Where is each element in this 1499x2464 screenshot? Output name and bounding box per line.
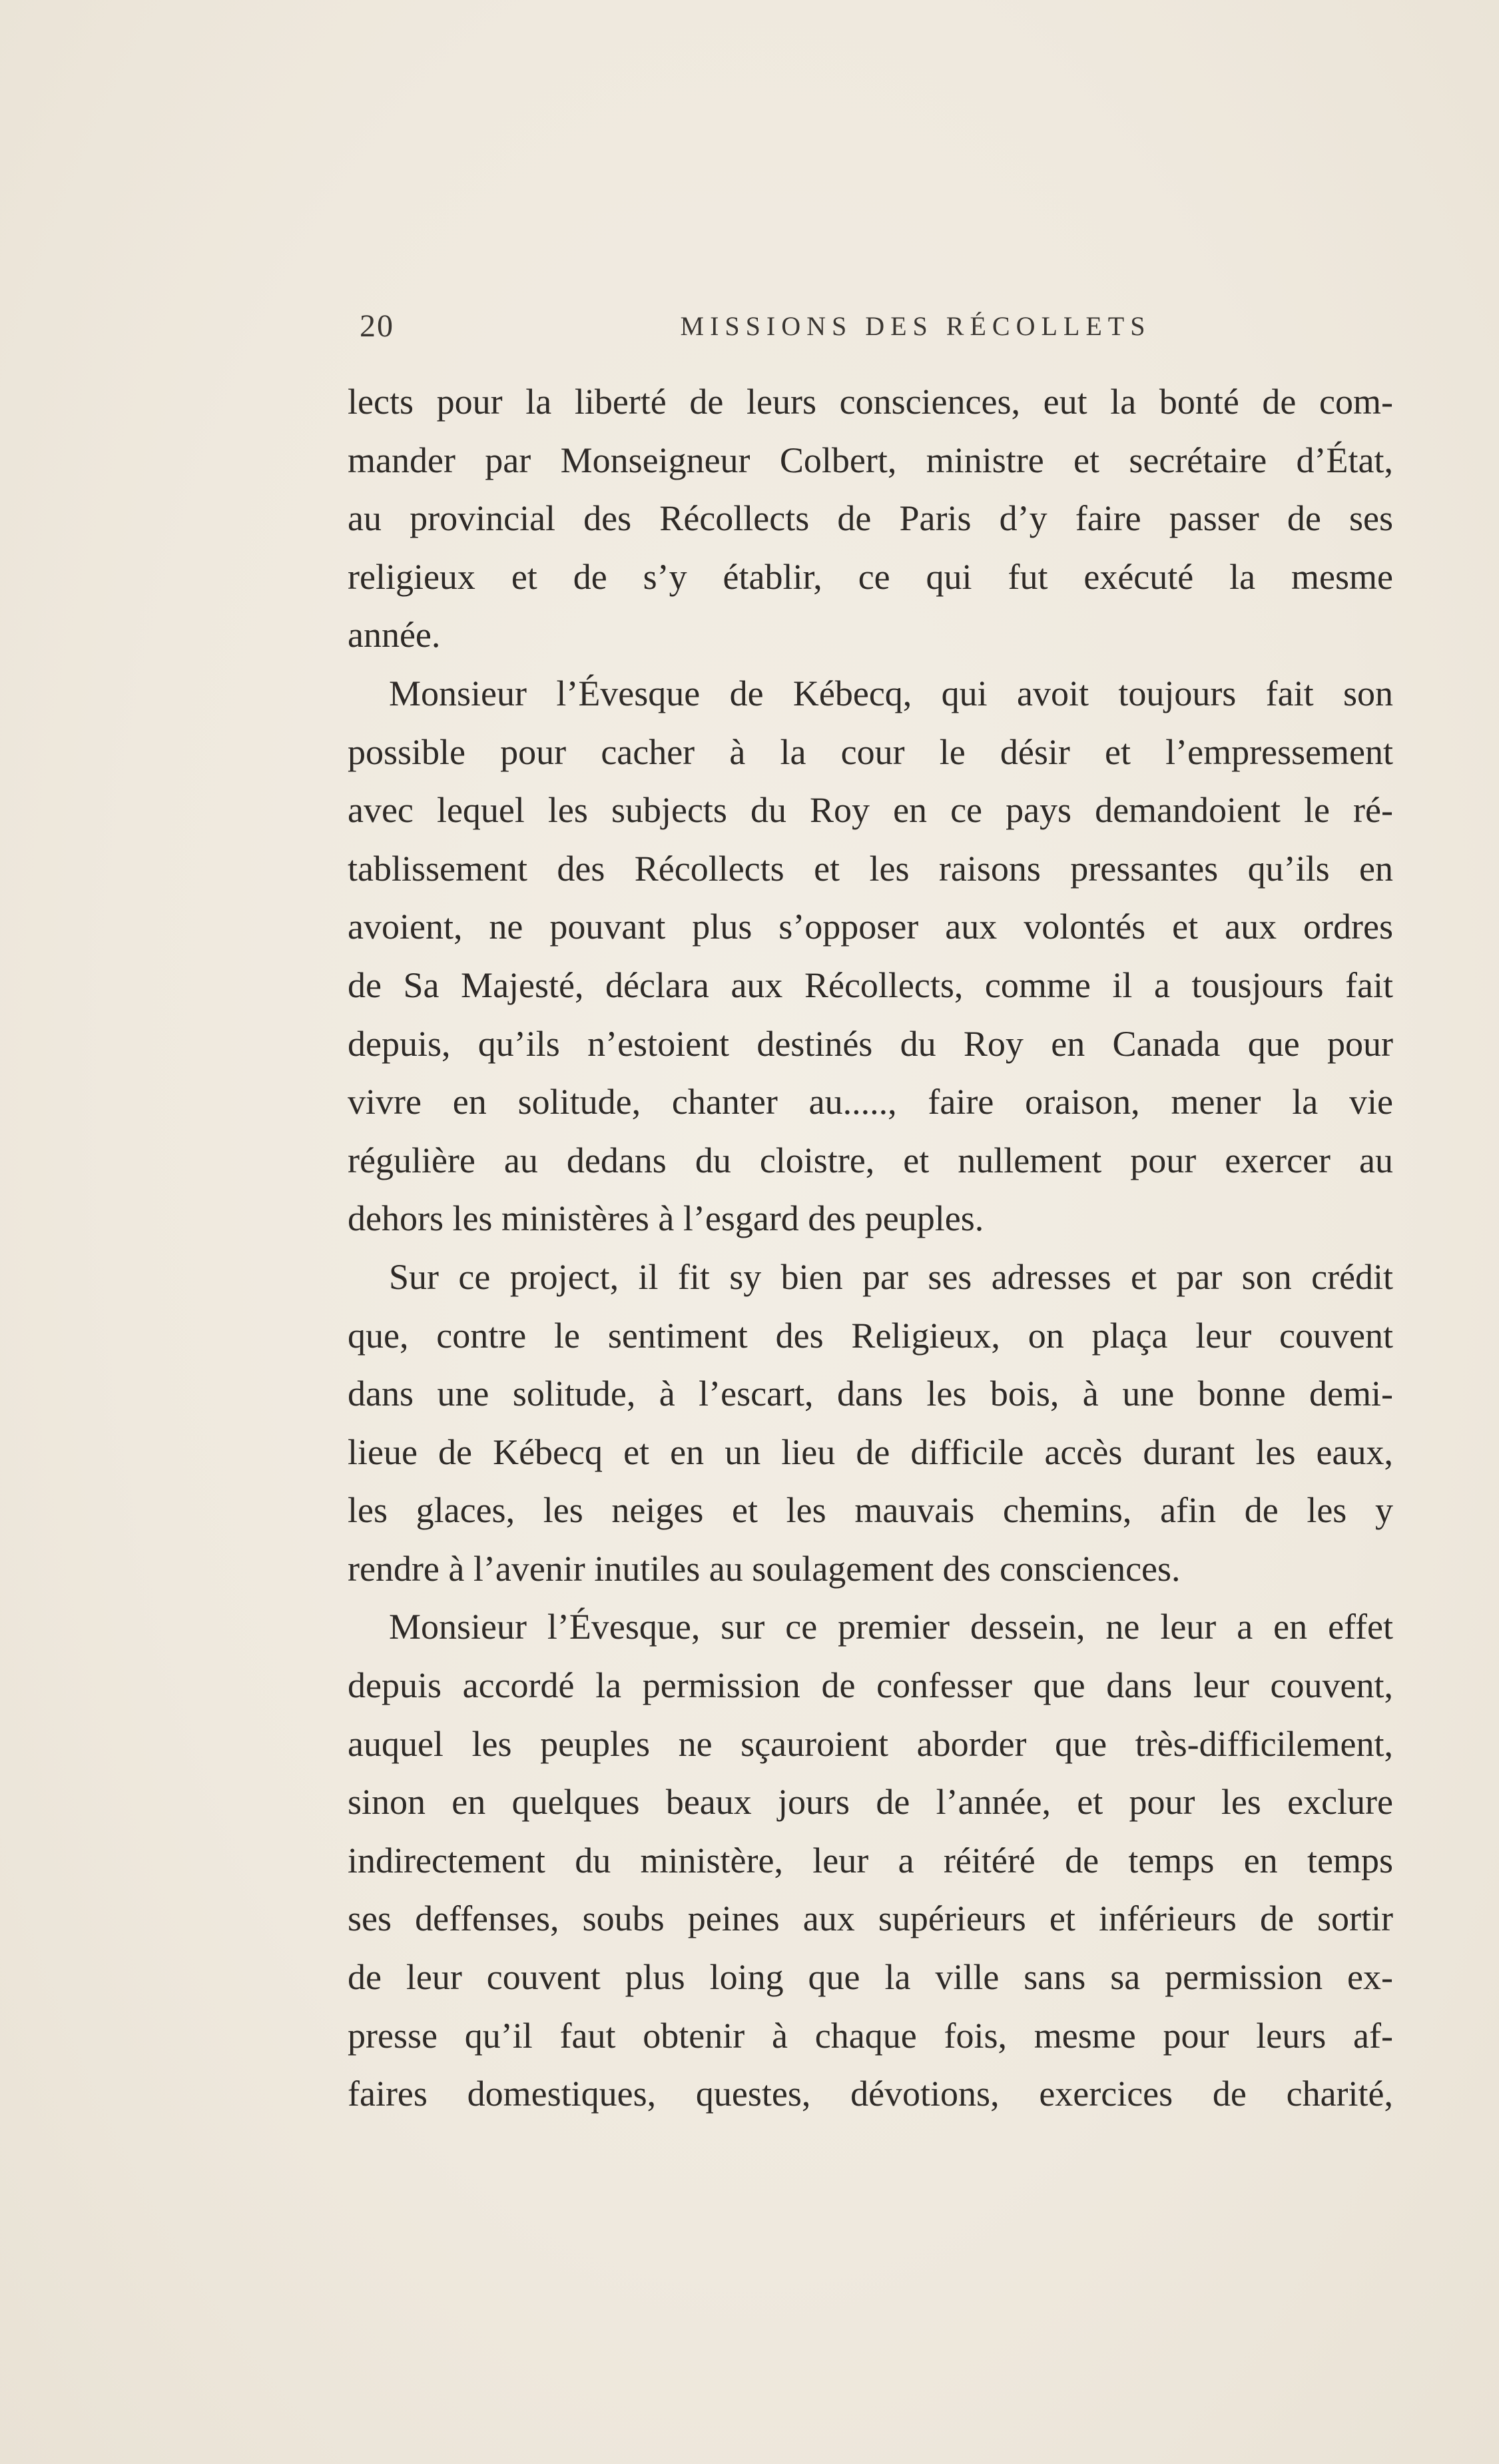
text-line: presse qu’il faut obtenir à chaque fois, mesme pour leurs af-: [348, 2015, 1393, 2056]
body-text: [348, 373, 1393, 2124]
page-number: 20: [360, 308, 394, 344]
text-line: de leur couvent plus loing que la ville sans sa permission ex-: [348, 1957, 1393, 1998]
text-line: possible pour cacher à la cour le désir et l’empressement: [348, 731, 1393, 772]
text-line: faires domestiques, questes, dévotions, exercices de charité,: [348, 2074, 1393, 2114]
text-line: régulière au dedans du cloistre, et nullement pour exercer au: [348, 1140, 1393, 1180]
text-line: avec lequel les subjects du Roy en ce pays demandoient le ré-: [348, 790, 1393, 831]
text-line: depuis, qu’ils n’estoient destinés du Roy en Canada que pour: [348, 1023, 1393, 1064]
text-line: ses deffenses, soubs peines aux supérieurs et inférieurs de sortir: [348, 1898, 1393, 1939]
text-line: mander par Monseigneur Colbert, ministre et secrétaire d’État,: [348, 440, 1393, 480]
text-line: les glaces, les neiges et les mauvais chemins, afin de les y: [348, 1490, 1393, 1531]
text-line: lieue de Kébecq et en un lieu de difficile accès durant les eaux,: [348, 1432, 1393, 1472]
text-line: religieux et de s’y établir, ce qui fut exécuté la mesme: [348, 556, 1393, 597]
text-line: depuis accordé la permission de confesser que dans leur couvent,: [348, 1665, 1393, 1706]
text-line: année.: [348, 615, 441, 655]
text-line: dans une solitude, à l’escart, dans les bois, à une bonne demi-: [348, 1374, 1393, 1414]
text-line: sinon en quelques beaux jours de l’année, et pour les exclure: [348, 1782, 1393, 1823]
text-line: vivre en solitude, chanter au....., faire oraison, mener la vie: [348, 1082, 1393, 1122]
text-line: de Sa Majesté, déclara aux Récollects, comme il a tousjours fait: [348, 965, 1393, 1005]
text-line: Sur ce project, il fit sy bien par ses adresses et par son crédit: [389, 1256, 1393, 1297]
text-line: avoient, ne pouvant plus s’opposer aux volontés et aux ordres: [348, 907, 1393, 947]
text-line: Monsieur l’Évesque, sur ce premier dessein, ne leur a en effet: [389, 1607, 1393, 1647]
text-line: indirectement du ministère, leur a réitéré de temps en temps: [348, 1840, 1393, 1880]
page-header: [353, 308, 1392, 348]
text-line: rendre à l’avenir inutiles au soulagement des consciences.: [348, 1548, 1181, 1589]
running-title: MISSIONS DES RÉCOLLETS: [680, 311, 1151, 341]
text-line: tablissement des Récollects et les raisons pressantes qu’ils en: [348, 848, 1393, 889]
text-line: dehors les ministères à l’esgard des peuples.: [348, 1198, 984, 1239]
text-line: Monsieur l’Évesque de Kébecq, qui avoit toujours fait son: [389, 673, 1393, 713]
text-line: auquel les peuples ne sçauroient aborder que très-difficilement,: [348, 1723, 1393, 1764]
text-line: au provincial des Récollects de Paris d’y faire passer de ses: [348, 498, 1393, 539]
text-line: lects pour la liberté de leurs consciences, eut la bonté de com-: [348, 382, 1393, 422]
text-line: que, contre le sentiment des Religieux, on plaça leur couvent: [348, 1315, 1393, 1356]
